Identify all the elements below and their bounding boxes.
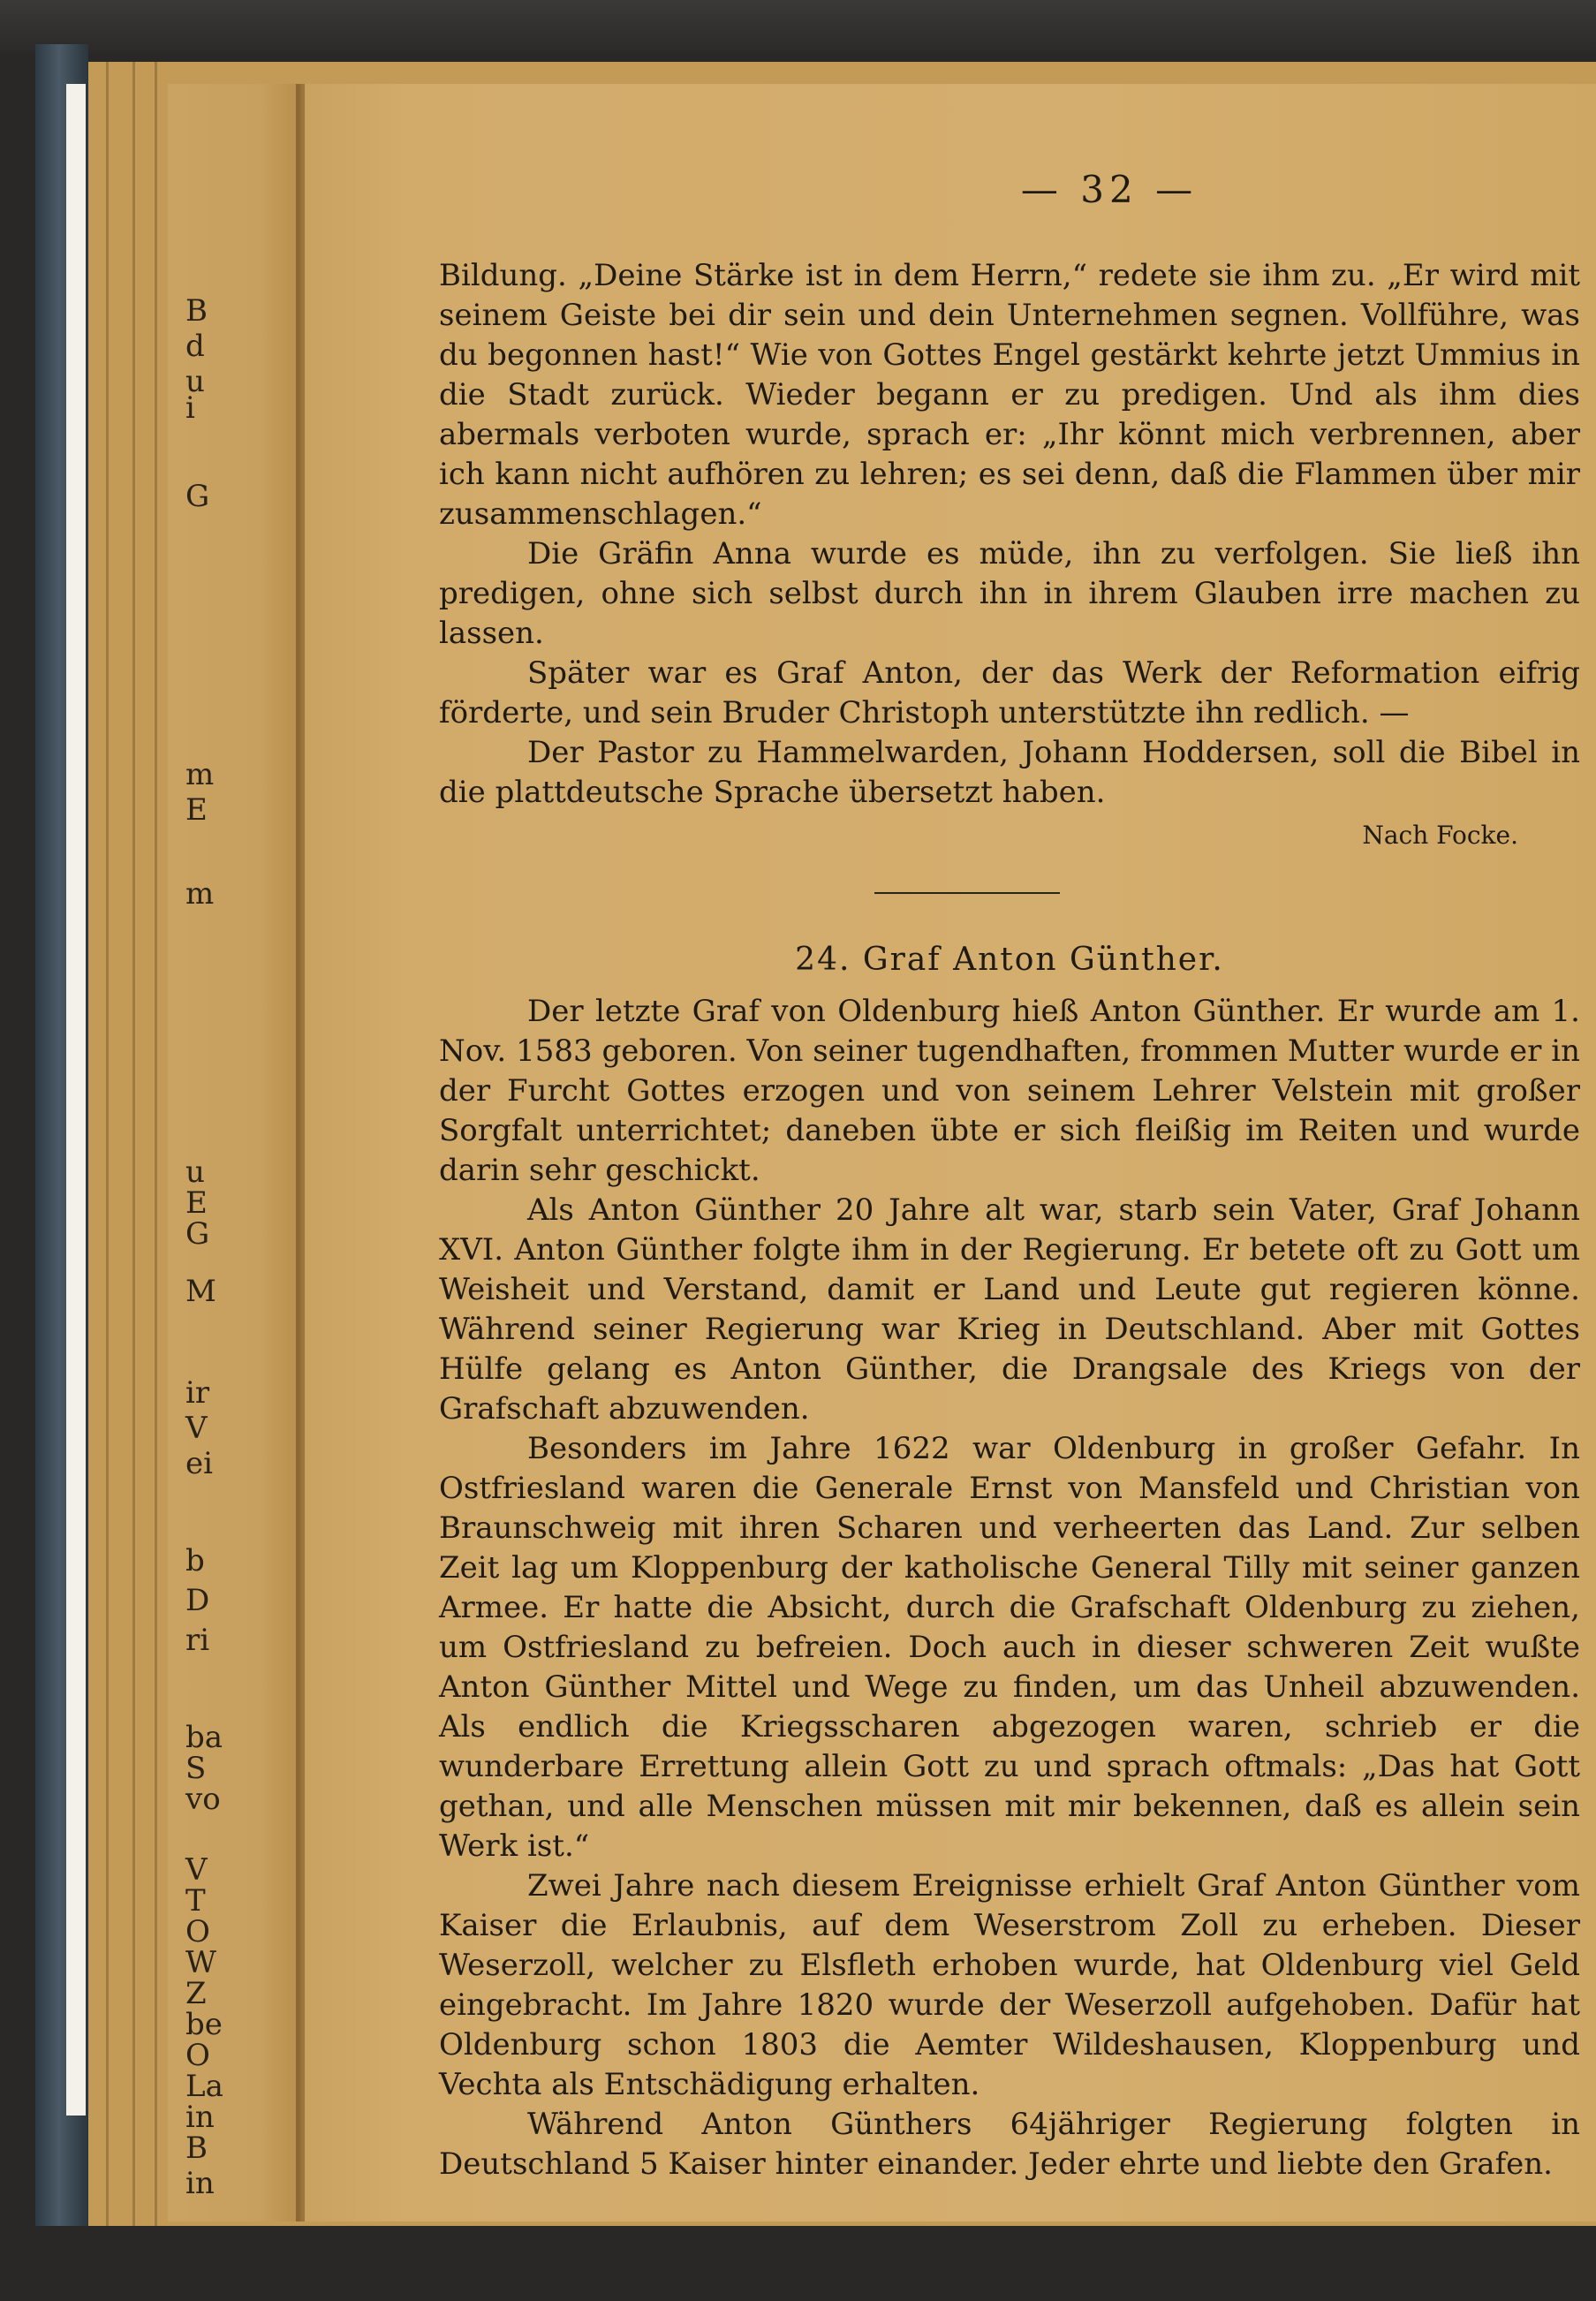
prev-page-frag: B [185, 293, 208, 329]
prev-page-frag: G [185, 1216, 210, 1252]
prev-page-frag: in [185, 2100, 215, 2135]
paragraph: Als Anton Günther 20 Jahre alt war, starb sein Vater, Graf Johann XVI. Anton Günther folgte ihm in der Regierung. Er betete oft zu Gott um Weisheit und Verstand, damit er Land und Leute gut regieren könne. Während seiner Regierung war Krieg in Deutschland. Aber mit Gottes Hülfe gelang es Anton Günther, die Drangsale des Kriegs von der Grafschaft abzuwenden. [439, 1192, 1580, 1427]
paragraph: Besonders im Jahre 1622 war Oldenburg in großer Gefahr. In Ostfriesland waren die Generale Ernst von Mansfeld und Christian von Braunschweig mit ihren Scharen und verheerten das Land. Zur selben Zeit lag um Kloppenburg der katholische General Tilly mit seiner ganzen Armee. Er hatte die Absicht, durch die Grafschaft Oldenburg zu ziehen, um Ostfriesland zu befreien. Doch auch in dieser schweren Zeit wußte Anton Günther Mittel und Wege zu finden, um das Unheil abzuwenden. Als endlich die Kriegsscharen abgezogen waren, schrieb er die wunderbare Errettung allein Gott zu und sprach oftmals: „Das hat Gott gethan, und alle Menschen müssen mit mir bekennen, daß es allein sein Werk ist.“ [439, 1431, 1580, 1864]
page-stack-line [155, 62, 157, 2226]
paragraph: Der letzte Graf von Oldenburg hieß Anton Günther. Er wurde am 1. Nov. 1583 geboren. Von seiner tugendhaften, frommen Mutter wurde er in der Furcht Gottes erzogen und von seinem Lehrer Velstein mit großer Sorgfalt unterrichtet; daneben übte er sich fleißig im Reiten und wurde darin sehr geschickt. [439, 994, 1580, 1188]
prev-page-frag: ba [185, 1720, 223, 1755]
prev-page-frag: B [185, 2131, 208, 2166]
paragraph: Bildung. „Deine Stärke ist in dem Herrn,“ redete sie ihm zu. „Er wird mit seinem Geiste bei dir sein und dein Unternehmen segnen. Vollführe, was du begonnen hast!“ Wie von Gottes Engel gestärkt kehrte jetzt Ummius in die Stadt zurück. Wieder begann er zu predigen. Und als ihm dies abermals verboten wurde, sprach er: „Ihr könnt mich verbrennen, aber ich kann nicht aufhören zu lehren; es sei denn, daß die Flammen über mir zusammenschlagen.“ [439, 258, 1580, 532]
source-citation: Nach Focke. [1362, 821, 1518, 850]
book-edge-top [0, 0, 1596, 53]
prev-page-frag: u [185, 1154, 205, 1190]
prev-page-frag: u [185, 364, 205, 399]
page-stack-line [132, 62, 135, 2226]
prev-page-frag: b [185, 1543, 205, 1578]
prev-page-frag: W [185, 1945, 216, 1980]
page-stack-line [106, 62, 109, 2226]
page-text [439, 256, 1580, 2184]
prev-page-frag: La [185, 2069, 223, 2104]
prev-page-frag: V [185, 1852, 208, 1888]
prev-page-frag: M [185, 1274, 216, 1309]
paragraph: Die Gräfin Anna wurde es müde, ihn zu verfolgen. Sie ließ ihn predigen, ohne sich selbst durch ihn in ihrem Glauben irre machen zu lassen. [439, 536, 1580, 651]
prev-page-frag: m [185, 876, 215, 912]
prev-page-frag: D [185, 1583, 210, 1618]
prev-page-frag: in [185, 2166, 215, 2201]
prev-page-frag: i [185, 390, 195, 426]
book-page [305, 84, 1596, 2222]
prev-page-frag: m [185, 757, 215, 792]
prev-page-frag: O [185, 1914, 210, 1949]
prev-page-frag: G [185, 479, 210, 514]
page-edge-strip [66, 84, 86, 2116]
prev-page-frag: S [185, 1751, 207, 1786]
chapter-heading: 24. Graf Anton Günther. [795, 942, 1224, 978]
prev-page-frag: d [185, 329, 205, 364]
previous-page-fragment [168, 84, 300, 2222]
prev-page-frag: ri [185, 1623, 210, 1658]
prev-page-frag: O [185, 2038, 210, 2073]
paragraph: Später war es Graf Anton, der das Werk der Reformation eifrig förderte, und sein Bruder Christoph unterstützte ihn redlich. — [439, 655, 1580, 730]
prev-page-frag: E [185, 792, 208, 828]
prev-page-frag: be [185, 2007, 223, 2042]
section-divider [874, 892, 1060, 894]
prev-page-frag: vo [185, 1782, 221, 1817]
prev-page-frag: Z [185, 1976, 207, 2011]
page-number: — 32 — [1020, 168, 1199, 211]
prev-page-frag: ir [185, 1375, 210, 1411]
paragraph: Zwei Jahre nach diesem Ereignisse erhielt Graf Anton Günther vom Kaiser die Erlaubnis, auf dem Weserstrom Zoll zu erheben. Dieser Weserzoll, welcher zu Elsfleth erhoben wurde, hat Oldenburg viel Geld eingebracht. Im Jahre 1820 wurde der Weserzoll aufgehoben. Dafür hat Oldenburg schon 1803 die Aemter Wildeshausen, Kloppenburg und Vechta als Entschädigung erhalten. [439, 1868, 1580, 2102]
prev-page-frag: E [185, 1185, 208, 1221]
paragraph: Der Pastor zu Hammelwarden, Johann Hoddersen, soll die Bibel in die plattdeutsche Sprache übersetzt haben. [439, 735, 1580, 810]
prev-page-frag: V [185, 1411, 208, 1446]
prev-page-frag: T [185, 1883, 206, 1919]
paragraph: Während Anton Günthers 64jähriger Regierung folgten in Deutschland 5 Kaiser hinter einander. Jeder ehrte und liebte den Grafen. [439, 2107, 1580, 2182]
prev-page-frag: ei [185, 1446, 213, 1481]
